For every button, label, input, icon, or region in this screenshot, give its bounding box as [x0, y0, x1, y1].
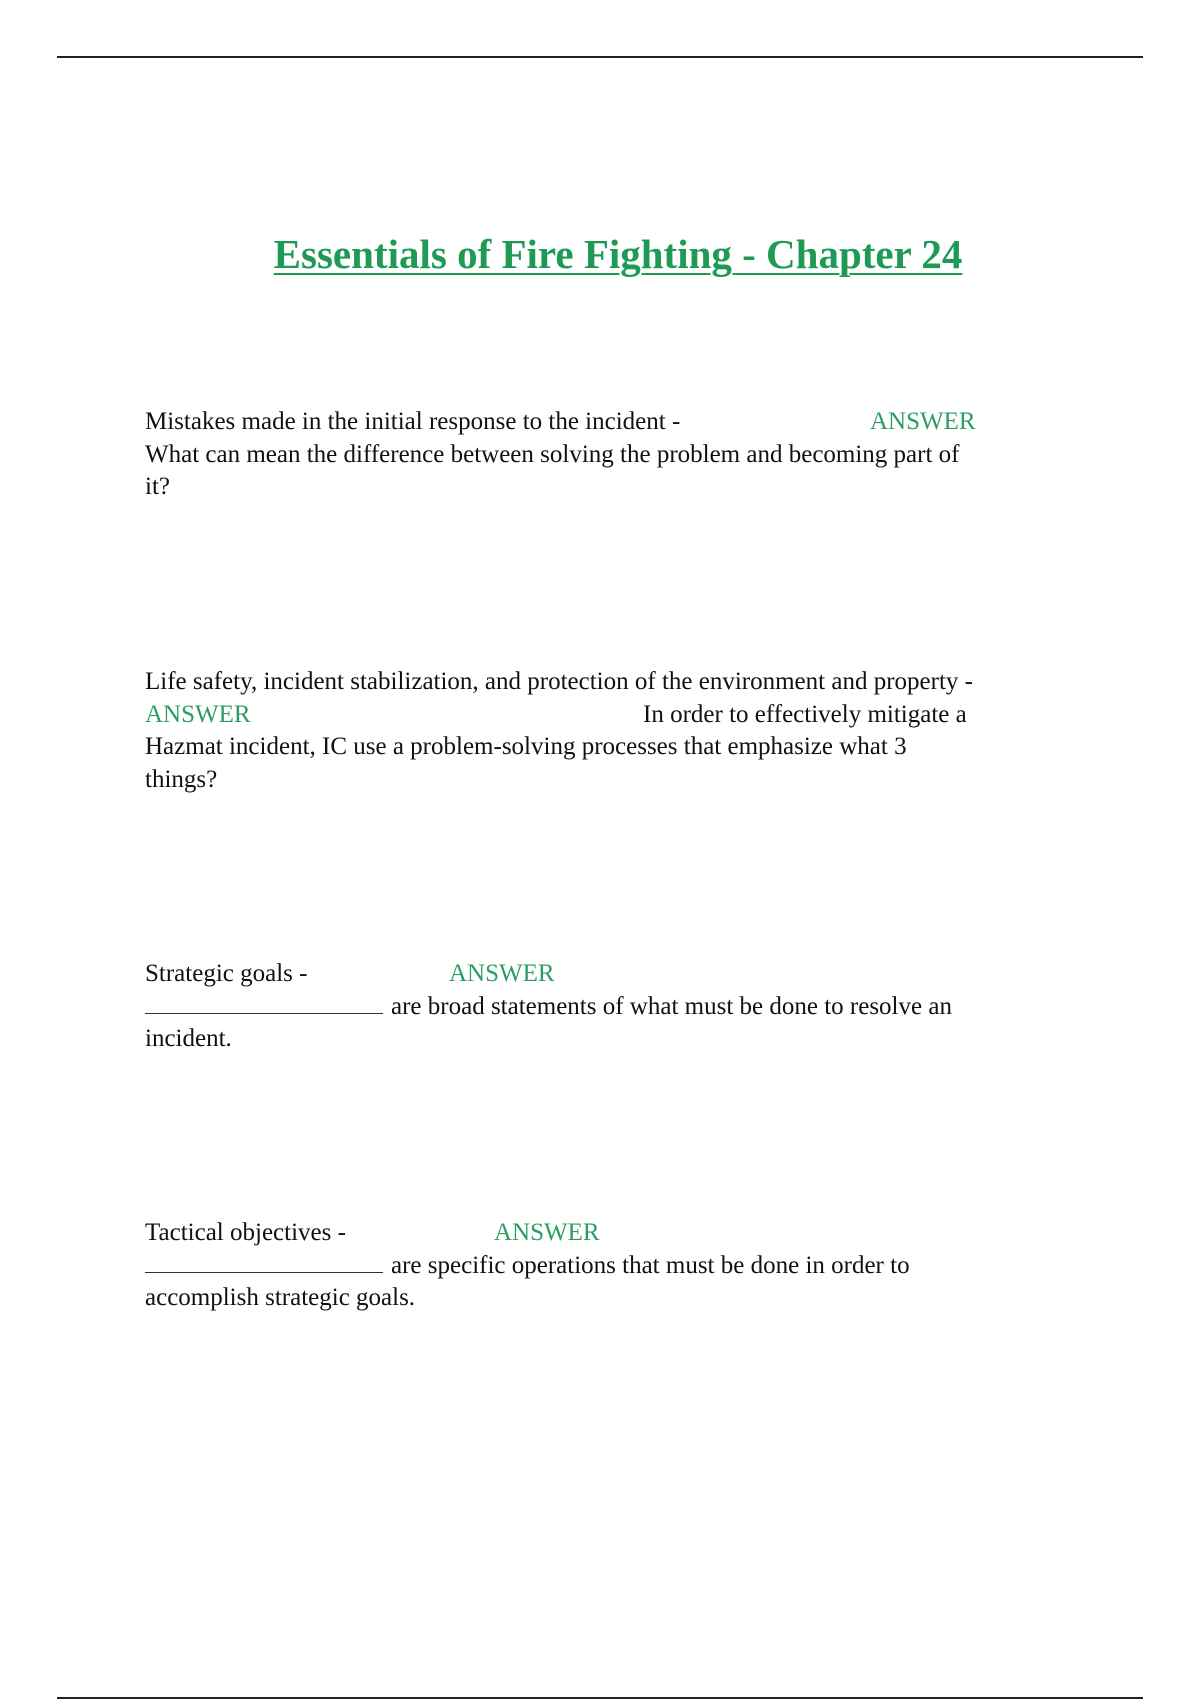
card-1-term-line — [145, 406, 1095, 439]
card-4-term-line — [145, 1217, 1095, 1250]
qa-card-3 — [145, 958, 1095, 1056]
card-4-term: Tactical objectives - — [145, 1219, 346, 1246]
card-3-term-line — [145, 958, 1095, 991]
card-1-definition-line-2: it? — [145, 473, 170, 500]
qa-card-4 — [145, 1217, 1095, 1315]
card-2-answer-label: ANSWER — [145, 700, 251, 728]
card-2-answer-line — [145, 699, 1095, 732]
card-4-definition-line-1: accomplish strategic goals. — [145, 1284, 416, 1311]
card-2-definition-line-2: things? — [145, 765, 218, 793]
card-2-definition-line-1: Hazmat incident, IC use a problem-solving processes that emphasize what 3 — [145, 733, 907, 760]
card-3-blank — [145, 991, 383, 1014]
card-3-definition-line-1: incident. — [145, 1025, 232, 1052]
card-1-answer-label: ANSWER — [870, 408, 976, 435]
card-4-definition-first: are specific operations that must be done in order to — [391, 1251, 910, 1279]
card-1-term: Mistakes made in the initial response to the incident - — [145, 408, 681, 435]
top-rule — [57, 56, 1143, 58]
qa-card-1 — [145, 406, 1095, 504]
card-3-definition-first-line — [145, 991, 1095, 1024]
card-4-answer-label: ANSWER — [494, 1219, 600, 1246]
document-title: Essentials of Fire Fighting - Chapter 24 — [273, 231, 963, 277]
bottom-rule — [57, 1697, 1143, 1699]
qa-card-2 — [145, 666, 1095, 796]
card-3-definition-first: are broad statements of what must be done to resolve an — [391, 992, 952, 1020]
card-2-definition-first: In order to effectively mitigate a — [643, 700, 967, 728]
card-4-blank — [145, 1250, 383, 1273]
card-4-definition-first-line — [145, 1250, 1095, 1283]
card-3-answer-label: ANSWER — [449, 960, 555, 987]
card-1-definition-line-1: What can mean the difference between solving the problem and becoming part of — [145, 440, 960, 468]
card-3-term: Strategic goals - — [145, 960, 308, 987]
card-2-term: Life safety, incident stabilization, and protection of the environment and property - — [145, 668, 973, 695]
